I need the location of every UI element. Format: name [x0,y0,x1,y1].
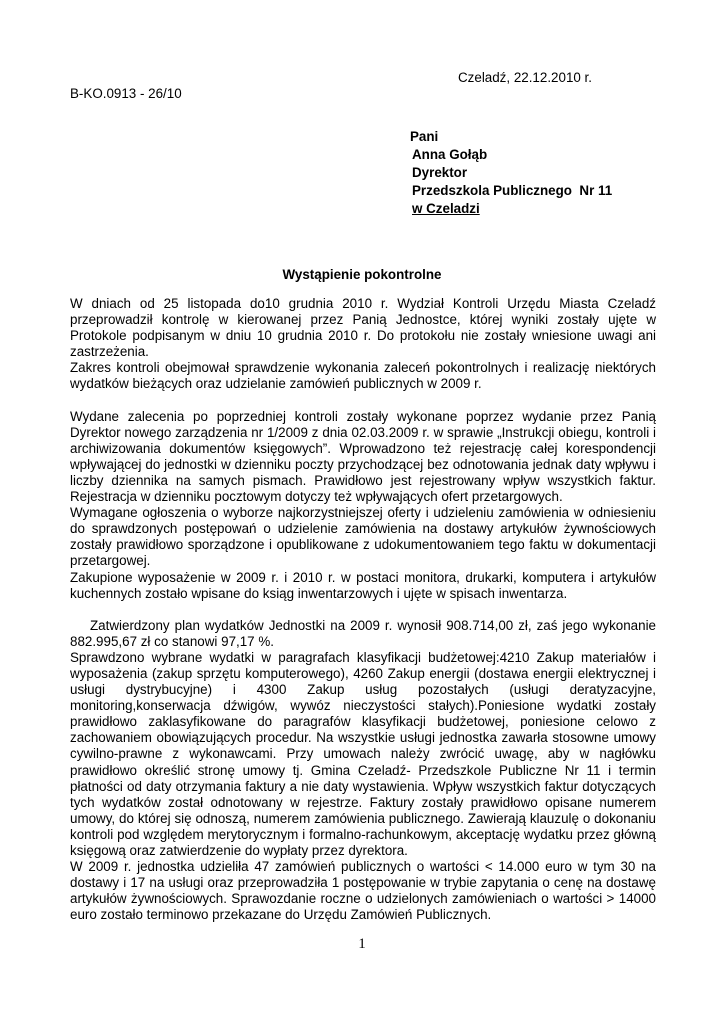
recipient-block [412,128,612,218]
place-date: Czeladź, 22.12.2010 r. [458,70,592,85]
document-body [70,296,656,923]
paragraph: Wymagane ogłoszenia o wyborze najkorzystniejszej oferty i udzieleniu zamówienia w odniesieniu do sprawdzonych postępowań o udzielenie zamówienia na dostawy artykułów żywnościowych zostały prawidłowo sporządzone i opublikowane z udokumentowaniem tego faktu w dokumentacji przetargowej. [70,505,656,569]
recipient-position: Dyrektor [412,165,468,180]
paragraph: Sprawdzono wybrane wydatki w paragrafach klasyfikacji budżetowej:4210 Zakup materiałów i wyposażenia (zakup sprzętu komputerowego), 4260 Zakup energii (dostawa energii elektrycznej i usługi dystrybucyjne) i 4300 Zakup usług pozostałych (usługi deratyzacyjne, monitoring,konserwacja dźwigów, wywóz nieczystości stałych).Poniesione wydatki zostały prawidłowo zaklasyfikowane do paragrafów klasyfikacji budżetowej, poniesione celowo z zachowaniem obowiązujących procedur. Na wszystkie usługi jednostka zawarła stosowne umowy cywilno-prawne z wykonawcami. Przy umowach należy zwrócić uwagę, aby w nagłówku prawidłowo określić stronę umowy tj. Gmina Czeladź- Przedszkole Publiczne Nr 11 i termin płatności od daty otrzymania faktury a nie daty wystawienia. Wpływ wszystkich faktur dotyczących tych wydatków został odnotowany w rejestrze. Faktury zostały prawidłowo opisane numerem umowy, do której się odnoszą, numerem zamówienia publicznego. Zawierają klauzulę o dokonaniu kontroli pod względem merytorycznym i formalno-rachunkowym, akceptację wydatku przez główną księgową oraz zatwierdzenie do wypłaty przez dyrektora. [70,649,656,858]
recipient-institution: Przedszkola Publicznego Nr 11 [412,183,613,198]
recipient-name: Anna Gołąb [412,147,488,162]
recipient-salutation: Pani [410,129,439,144]
paragraph: Wydane zalecenia po poprzedniej kontroli zostały wykonane poprzez wydanie przez Panią Dyrektor nowego zarządzenia nr 1/2009 z dnia 02.03.2009 r. w sprawie „Instrukcji obiegu, kontroli i archiwizowania dokumentów księgowych”. Wprowadzono też rejestrację całej korespondencji wpływającej do jednostki w dzienniku poczty przychodzącej bez odnotowania jednak daty wpływu i liczby dziennika na samych pismach. Prawidłowo jest rejestrowany wpływ wszystkich faktur. Rejestracja w dzienniku pocztowym dotyczy też wpływających ofert przetargowych. [70,408,656,505]
recipient-city: w Czeladzi [412,201,480,216]
page-number: 1 [358,936,366,952]
paragraph: Zatwierdzony plan wydatków Jednostki na 2009 r. wynosił 908.714,00 zł, zaś jego wykonanie 882.995,67 zł co stanowi 97,17 %. [70,617,656,649]
paragraph: Zakres kontroli obejmował sprawdzenie wykonania zaleceń pokontrolnych i realizację niektórych wydatków bieżących oraz udzielanie zamówień publicznych w 2009 r. [70,360,656,392]
reference-number: B-KO.0913 - 26/10 [70,86,182,101]
paragraph: W dniach od 25 listopada do10 grudnia 2010 r. Wydział Kontroli Urzędu Miasta Czeladź przeprowadził kontrolę w kierowanej przez Panią Jednostce, której wyniki zostały ujęte w Protokole podpisanym w dniu 10 grudnia 2010 r. Do protokołu nie zostały wniesione uwagi ani zastrzeżenia. [70,296,656,360]
paragraph: W 2009 r. jednostka udzieliła 47 zamówień publicznych o wartości < 14.000 euro w tym 30 na dostawy i 17 na usługi oraz przeprowadziła 1 postępowanie w trybie zapytania o cenę na dostawę artykułów żywnościowych. Sprawozdanie roczne o udzielonych zamówieniach o wartości > 14000 euro zostało terminowo przekazane do Urzędu Zamówień Publicznych. [70,859,656,923]
document-title: Wystąpienie pokontrolne [282,267,442,282]
paragraph: Zakupione wyposażenie w 2009 r. i 2010 r. w postaci monitora, drukarki, komputera i artykułów kuchennych zostało wpisane do ksiąg inwentarzowych i ujęte w spisach inwentarza. [70,569,656,601]
